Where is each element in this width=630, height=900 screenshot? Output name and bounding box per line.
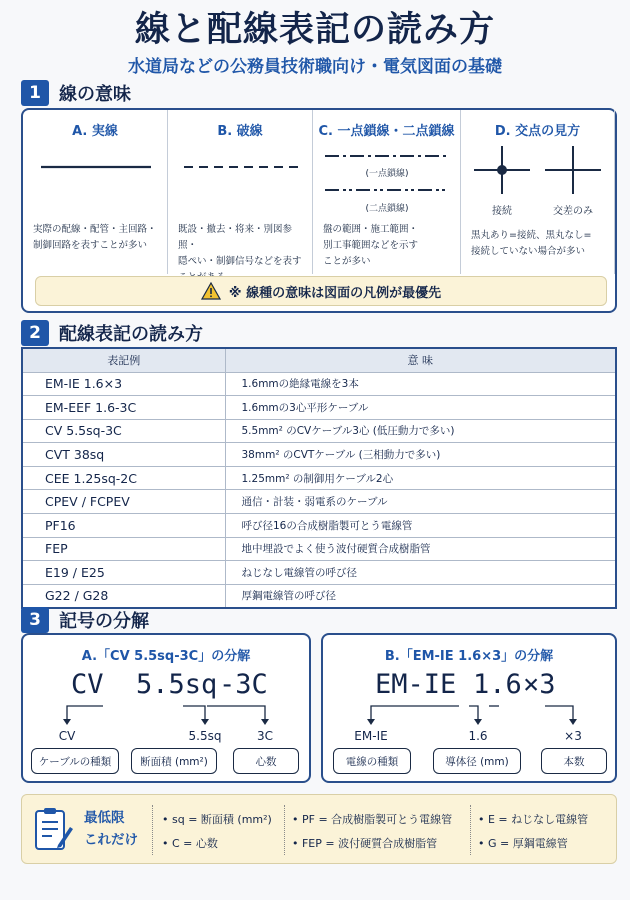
breakdown-emie-pill-count: 本数 <box>541 748 607 774</box>
meaning-cell: 38mm² のCVTケーブル (三相動力で多い) <box>225 443 616 467</box>
table-row <box>22 537 616 561</box>
summary-divider <box>470 805 471 855</box>
intersection-desc: 黒丸あり=接続、黒丸なし= 接続していない場合が多い <box>471 230 592 257</box>
solid-line-column <box>23 110 168 274</box>
notation-cell: CEE 1.25sq-2C <box>22 466 225 490</box>
notation-cell: CPEV / FCPEV <box>22 490 225 514</box>
table-row <box>22 396 616 420</box>
breakdown-cv-pill-area: 断面積 (mm²) <box>131 748 217 774</box>
breakdown-emie-label2: 1.6 <box>468 729 488 743</box>
section3-number: 3 <box>21 607 49 633</box>
table-row <box>22 584 616 608</box>
meaning-cell: 地中埋設でよく使う波付硬質合成樹脂管 <box>225 537 616 561</box>
summary-item-pf: • PF = 合成樹脂製可とう電線管 <box>292 813 453 826</box>
dashed-line-title: B. 破線 <box>217 124 263 139</box>
intersection-title: D. 交点の見方 <box>494 124 581 139</box>
breakdown-emie-title: B.「EM-IE 1.6×3」の分解 <box>384 649 554 664</box>
breakdown-cv-label3: 3C <box>256 729 273 743</box>
breakdown-cv-part1: CV <box>71 669 104 700</box>
summary-panel <box>21 794 617 864</box>
legend-priority-notice: ※ 線種の意味は図面の凡例が最優先 <box>35 276 607 306</box>
section1-header <box>21 80 131 106</box>
notation-cell: G22 / G28 <box>22 584 225 608</box>
solid-line-desc: 実際の配線・配管・主回路・ 制御回路を表すことが多い <box>33 224 157 251</box>
breakdown-emie-part2: 1.6 <box>473 669 522 700</box>
notation-cell: E19 / E25 <box>22 561 225 585</box>
notation-cell: EM-IE 1.6×3 <box>22 372 225 396</box>
breakdown-cv-pill-cores: 心数 <box>233 748 299 774</box>
section2-number: 2 <box>21 320 49 346</box>
summary-item-fep: • FEP = 波付硬質合成樹脂管 <box>292 837 438 850</box>
breakdown-cv-label2: 5.5sq <box>188 729 222 743</box>
table-header-row <box>22 348 616 372</box>
breakdown-cv-label1: CV <box>58 729 76 743</box>
table-row <box>22 514 616 538</box>
dashed-line-desc: 既設・撤去・将来・別図参照・ 隠ぺい・制御信号などを表す <box>178 224 302 267</box>
line-types-panel <box>21 108 617 313</box>
table-row <box>22 419 616 443</box>
table-row <box>22 443 616 467</box>
breakdown-emie-label3: ×3 <box>564 729 582 743</box>
summary-heading: 最低限 これだけ <box>84 810 138 848</box>
breakdown-emie-panel <box>321 633 617 783</box>
breakdown-cv-title: A.「CV 5.5sq-3C」の分解 <box>81 649 251 664</box>
table-row <box>22 490 616 514</box>
meaning-cell: 5.5mm² のCVケーブル3心 (低圧動力で多い) <box>225 419 616 443</box>
summary-divider <box>152 805 153 855</box>
meaning-cell: 呼び径16の合成樹脂製可とう電線管 <box>225 514 616 538</box>
section1-number: 1 <box>21 80 49 106</box>
section2-title: 配線表記の読み方 <box>59 324 203 345</box>
table-row <box>22 372 616 396</box>
meaning-cell: ねじなし電線管の呼び径 <box>225 561 616 585</box>
section1-title: 線の意味 <box>59 84 131 105</box>
wiring-notation-table <box>21 347 617 609</box>
breakdown-emie-part1: EM-IE <box>375 669 457 700</box>
breakdown-emie-label1: EM-IE <box>354 729 388 743</box>
breakdown-cv-panel <box>21 633 311 783</box>
section2-header <box>21 320 203 346</box>
meaning-cell: 通信・計装・弱電系のケーブル <box>225 490 616 514</box>
table-row <box>22 561 616 585</box>
breakdown-emie-pill-diameter: 導体径 (mm) <box>433 748 521 774</box>
breakdown-emie-part3: ×3 <box>523 669 556 700</box>
meaning-cell: 1.6mmの3心平形ケーブル <box>225 396 616 420</box>
section3-title: 記号の分解 <box>59 611 149 632</box>
chain-line-title: C. 一点鎖線・二点鎖線 <box>318 124 455 139</box>
notation-cell: FEP <box>22 537 225 561</box>
summary-divider <box>284 805 285 855</box>
notation-cell: PF16 <box>22 514 225 538</box>
column-header-meaning: 意 味 <box>225 348 616 372</box>
meaning-cell: 厚鋼電線管の呼び径 <box>225 584 616 608</box>
page-title: 線と配線表記の読み方 <box>134 10 495 50</box>
dashed-line-column <box>168 110 313 274</box>
connected-label: 接続 <box>492 206 512 217</box>
summary-item-sq: • sq = 断面積 (mm²) <box>162 813 272 826</box>
warning-icon <box>201 282 221 300</box>
summary-item-e: • E = ねじなし電線管 <box>478 813 589 826</box>
page-subtitle: 水道局などの公務員技術職向け・電気図面の基礎 <box>128 57 502 77</box>
breakdown-cv-pill-type: ケーブルの種類 <box>31 748 119 774</box>
summary-item-g: • G = 厚鋼電線管 <box>478 837 568 850</box>
table-row <box>22 466 616 490</box>
meaning-cell: 1.6mmの絶縁電線を3本 <box>225 372 616 396</box>
breakdown-cv-part3: -3C <box>219 669 268 700</box>
notation-cell: EM-EEF 1.6-3C <box>22 396 225 420</box>
two-dot-chain-label: (二点鎖線) <box>365 204 409 214</box>
chain-line-desc: 盤の範囲・施工範囲・ 別工事範囲などを示す ことが多い <box>323 224 419 267</box>
notation-cell: CVT 38sq <box>22 443 225 467</box>
one-dot-chain-label: (一点鎖線) <box>365 169 409 179</box>
breakdown-emie-pill-type: 電線の種類 <box>333 748 411 774</box>
breakdown-cv-part2: 5.5sq <box>136 669 218 700</box>
column-header-notation: 表記例 <box>22 348 225 372</box>
chain-line-column <box>313 110 461 274</box>
notation-cell: CV 5.5sq-3C <box>22 419 225 443</box>
meaning-cell: 1.25mm² の制御用ケーブル2心 <box>225 466 616 490</box>
summary-item-c: • C = 心数 <box>162 837 218 850</box>
intersection-column <box>461 110 615 274</box>
crossing-only-label: 交差のみ <box>553 206 593 217</box>
checklist-icon <box>34 807 74 853</box>
section3-header <box>21 607 149 633</box>
solid-line-title: A. 実線 <box>72 124 118 139</box>
